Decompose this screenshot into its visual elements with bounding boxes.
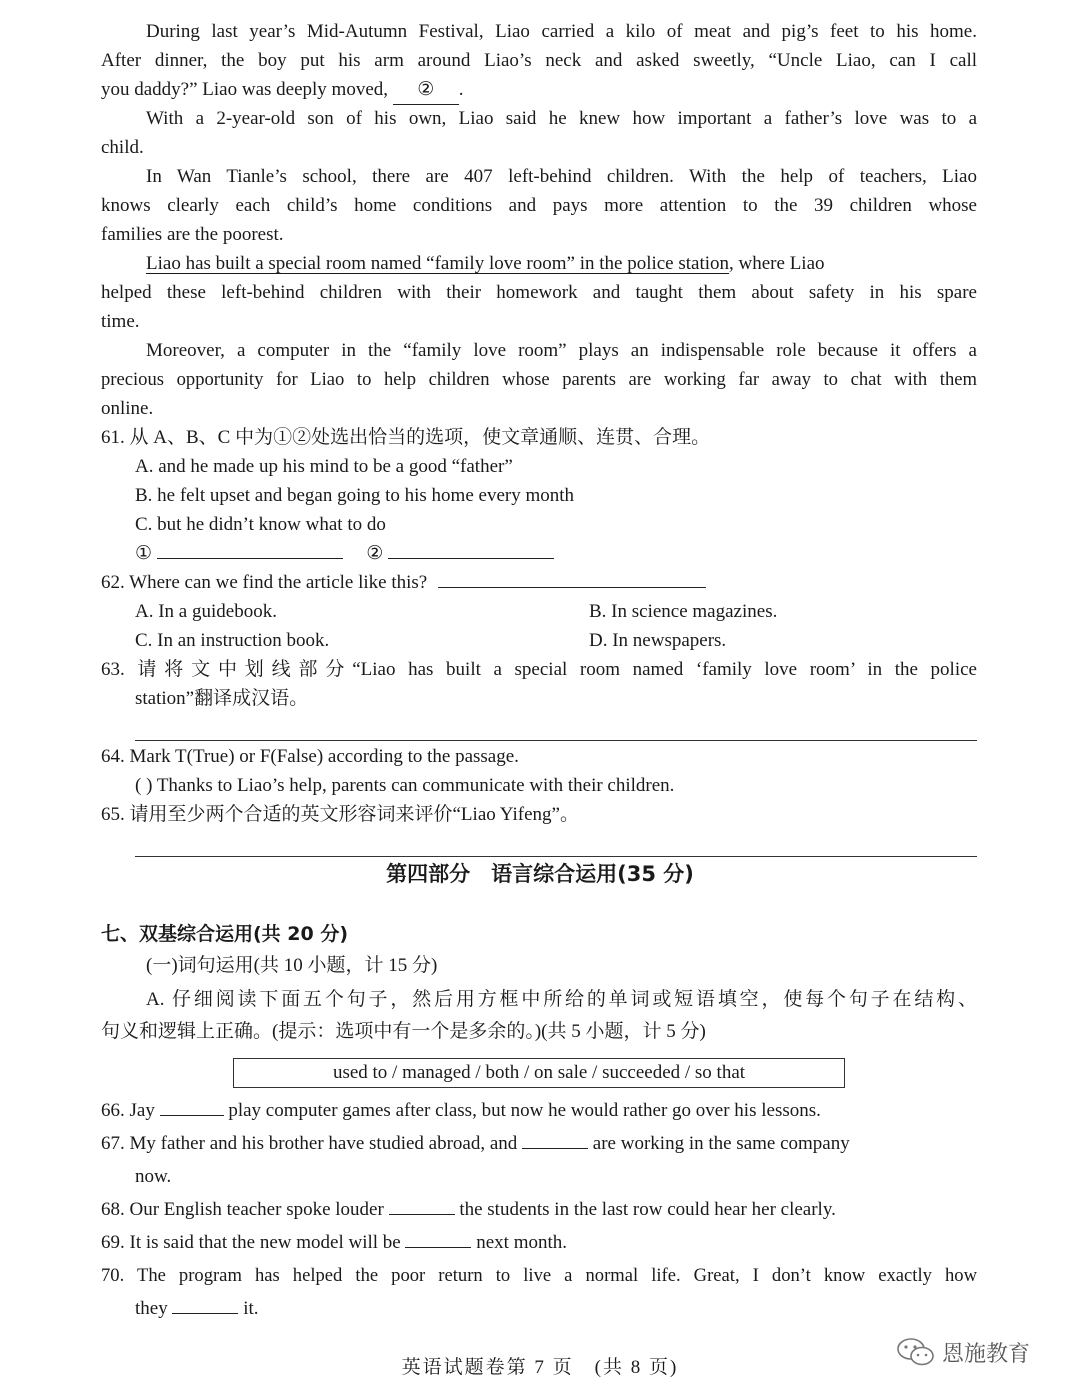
answer-blank[interactable]: [172, 1295, 238, 1314]
blank-label-2: ②: [366, 543, 384, 564]
option-b: B. In science magazines.: [589, 601, 778, 622]
passage-line: time.: [101, 311, 140, 332]
passage-line: precious opportunity for Liao to help children whose parents are working far away to chat with them: [101, 369, 977, 390]
q-text: play computer games after class, but now he would rather go over his lessons.: [228, 1100, 821, 1121]
passage-line: After dinner, the boy put his arm around Liao’s neck and asked sweetly, “Uncle Liao, can I call: [101, 50, 977, 71]
answer-row: [135, 540, 977, 568]
question-63: 63. 请将文中划线部分“Liao has built a special room named ‘family love room’ in the police: [101, 659, 977, 680]
question-64-statement: [135, 772, 977, 800]
subsection-title: (一)词句运用(共 10 小题，计 15 分): [146, 955, 438, 976]
question-62: [101, 569, 977, 597]
passage-line: [101, 76, 977, 105]
answer-blank-1[interactable]: [157, 540, 343, 559]
q-text: next month.: [476, 1232, 568, 1253]
watermark-text: 恩施教育: [942, 1341, 1031, 1367]
question-63-cont: station”翻译成汉语。: [135, 688, 309, 709]
section-title: 七、双基综合运用(共 20 分): [101, 923, 349, 945]
answer-blank-2[interactable]: [388, 540, 554, 559]
question-68: [101, 1196, 977, 1224]
passage-line: Moreover, a computer in the “family love room” plays an indispensable role because it offers a: [146, 340, 977, 361]
passage-text: you daddy?” Liao was deeply moved,: [101, 79, 389, 100]
question-65: 65. 请用至少两个合适的英文形容词来评价“Liao Yifeng”。: [101, 804, 579, 825]
answer-line[interactable]: [135, 856, 977, 857]
q-text: the students in the last row could hear her clearly.: [459, 1199, 836, 1220]
page-footer: 英语试题卷第 7 页 (共 8 页): [401, 1357, 679, 1378]
answer-blank[interactable]: [160, 1097, 224, 1116]
passage-line: During last year’s Mid-Autumn Festival, Liao carried a kilo of meat and pig’s feet to his home.: [146, 21, 977, 42]
question-67: [101, 1130, 977, 1158]
question-67-cont: now.: [135, 1166, 172, 1187]
q-text: 66. Jay: [101, 1100, 155, 1121]
q-text: they: [135, 1298, 168, 1319]
answer-blank[interactable]: [389, 1196, 455, 1215]
question-61: 61. 从 A、B、C 中为①②处选出恰当的选项，使文章通顺、连贯、合理。: [101, 427, 711, 448]
passage-line: With a 2-year-old son of his own, Liao said he knew how important a father’s love was to a: [146, 108, 977, 129]
passage-line: knows clearly each child’s home conditions and pays more attention to the 39 children whose: [101, 195, 977, 216]
passage-text: .: [458, 79, 464, 100]
part-title: 第四部分 语言综合运用(35 分): [386, 862, 694, 886]
question-70: 70. The program has helped the poor return to live a normal life. Great, I don’t know exactly how: [101, 1265, 977, 1286]
answer-blank[interactable]: [405, 1229, 471, 1248]
passage-line: helped these left-behind children with their homework and taught them about safety in his spare: [101, 282, 977, 303]
option-d: D. In newspapers.: [589, 630, 727, 651]
q-text: it.: [243, 1298, 259, 1319]
word-box: used to / managed / both / on sale / succeeded / so that: [233, 1058, 845, 1088]
option-c: C. but he didn’t know what to do: [135, 514, 386, 535]
blank-label-1: ①: [135, 543, 153, 564]
instruction-line: 句义和逻辑上正确。(提示：选项中有一个是多余的。)(共 5 小题，计 5 分): [101, 1021, 706, 1042]
q-text: 68. Our English teacher spoke louder: [101, 1199, 384, 1220]
passage-line: online.: [101, 398, 154, 419]
passage-line: child.: [101, 137, 144, 158]
passage-line: families are the poorest.: [101, 224, 284, 245]
answer-parentheses[interactable]: ( ): [135, 775, 153, 796]
question-64: 64. Mark T(True) or F(False) according to the passage.: [101, 746, 519, 767]
question-69: [101, 1229, 977, 1257]
answer-blank-2: [393, 76, 459, 105]
passage-line: [101, 250, 977, 278]
q-text: 67. My father and his brother have studied abroad, and: [101, 1133, 518, 1154]
option-a: A. In a guidebook.: [135, 601, 277, 622]
question-70-cont: [135, 1295, 977, 1323]
option-b: B. he felt upset and began going to his home every month: [135, 485, 575, 506]
watermark: [896, 1336, 1030, 1368]
instruction-line: A. 仔细阅读下面五个句子，然后用方框中所给的单词或短语填空，使每个句子在结构、: [146, 989, 977, 1010]
question-66: [101, 1097, 977, 1125]
passage-line: In Wan Tianle’s school, there are 407 left-behind children. With the help of teachers, Liao: [146, 166, 977, 187]
question-62-stem: 62. Where can we find the article like this?: [101, 572, 428, 593]
option-a: A. and he made up his mind to be a good “father”: [135, 456, 513, 477]
wechat-icon: [896, 1337, 936, 1367]
statement-text: Thanks to Liao’s help, parents can communicate with their children.: [156, 775, 675, 796]
blank-marker: ②: [417, 79, 435, 100]
passage-text: , where Liao: [729, 253, 825, 274]
q-text: are working in the same company: [592, 1133, 850, 1154]
q-text: 69. It is said that the new model will be: [101, 1232, 401, 1253]
answer-blank[interactable]: [522, 1130, 588, 1149]
answer-blank[interactable]: [438, 569, 706, 588]
underlined-sentence: Liao has built a special room named “family love room” in the police station: [146, 253, 730, 274]
option-c: C. In an instruction book.: [135, 630, 330, 651]
answer-line[interactable]: [135, 740, 977, 741]
